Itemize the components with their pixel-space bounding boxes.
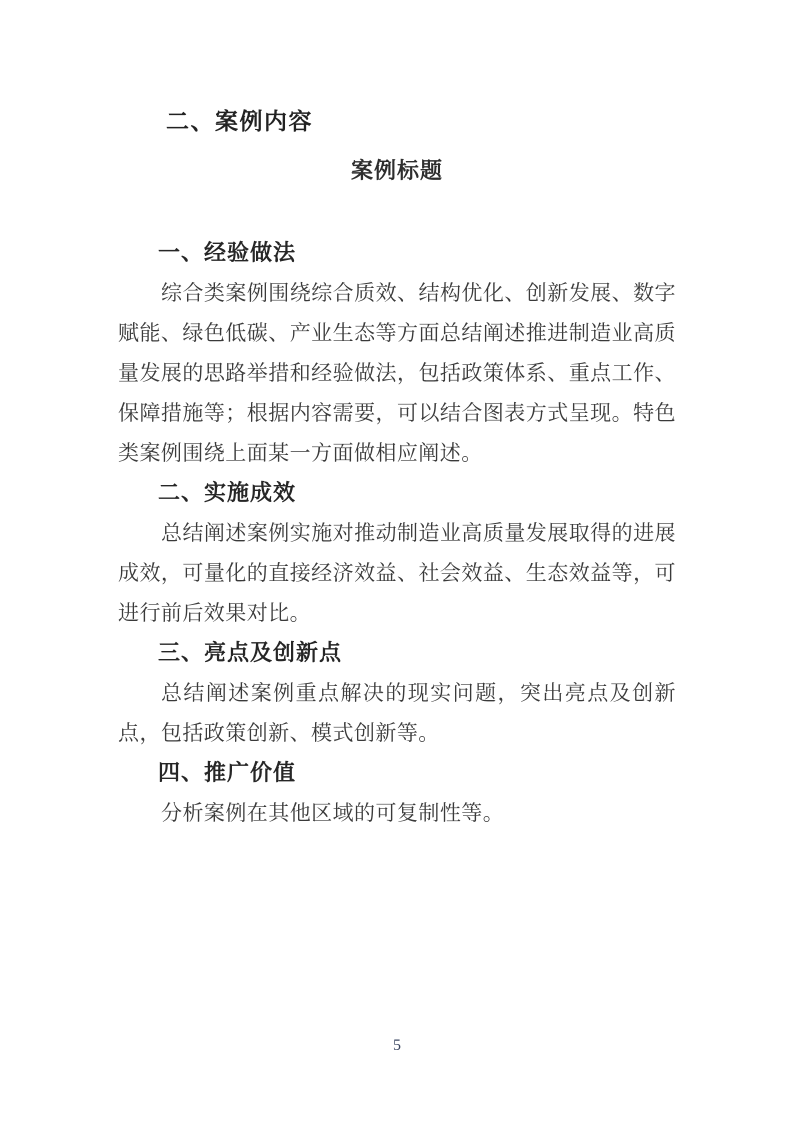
section-heading: 四、推广价值 <box>158 760 297 785</box>
section-heading: 二、实施成效 <box>158 480 297 505</box>
document-content <box>118 0 676 833</box>
sections-container <box>118 233 676 833</box>
section-highlights <box>118 633 676 753</box>
section-heading: 三、亮点及创新点 <box>158 640 343 665</box>
case-title-placeholder: 案例标题 <box>350 158 443 183</box>
section-paragraph: 总结阐述案例重点解决的现实问题，突出亮点及创新点，包括政策创新、模式创新等。 <box>118 681 676 745</box>
section-paragraph: 总结阐述案例实施对推动制造业高质量发展取得的进展成效，可量化的直接经济效益、社会效益、生态效益等，可进行前后效果对比。 <box>118 521 676 625</box>
section-paragraph: 综合类案例围绕综合质效、结构优化、创新发展、数字赋能、绿色低碳、产业生态等方面总结阐述推进制造业高质量发展的思路举措和经验做法，包括政策体系、重点工作、保障措施等；根据内容需要，可以结合图表方式呈现。特色类案例围绕上面某一方面做相应阐述。 <box>118 281 676 465</box>
section-paragraph: 分析案例在其他区域的可复制性等。 <box>161 801 505 825</box>
section-results <box>118 473 676 633</box>
section-experience <box>118 233 676 473</box>
section-promotion-value <box>118 753 676 833</box>
section-heading: 一、经验做法 <box>158 240 297 265</box>
page-title: 二、案例内容 <box>166 108 313 134</box>
page-number: 5 <box>393 1037 401 1054</box>
